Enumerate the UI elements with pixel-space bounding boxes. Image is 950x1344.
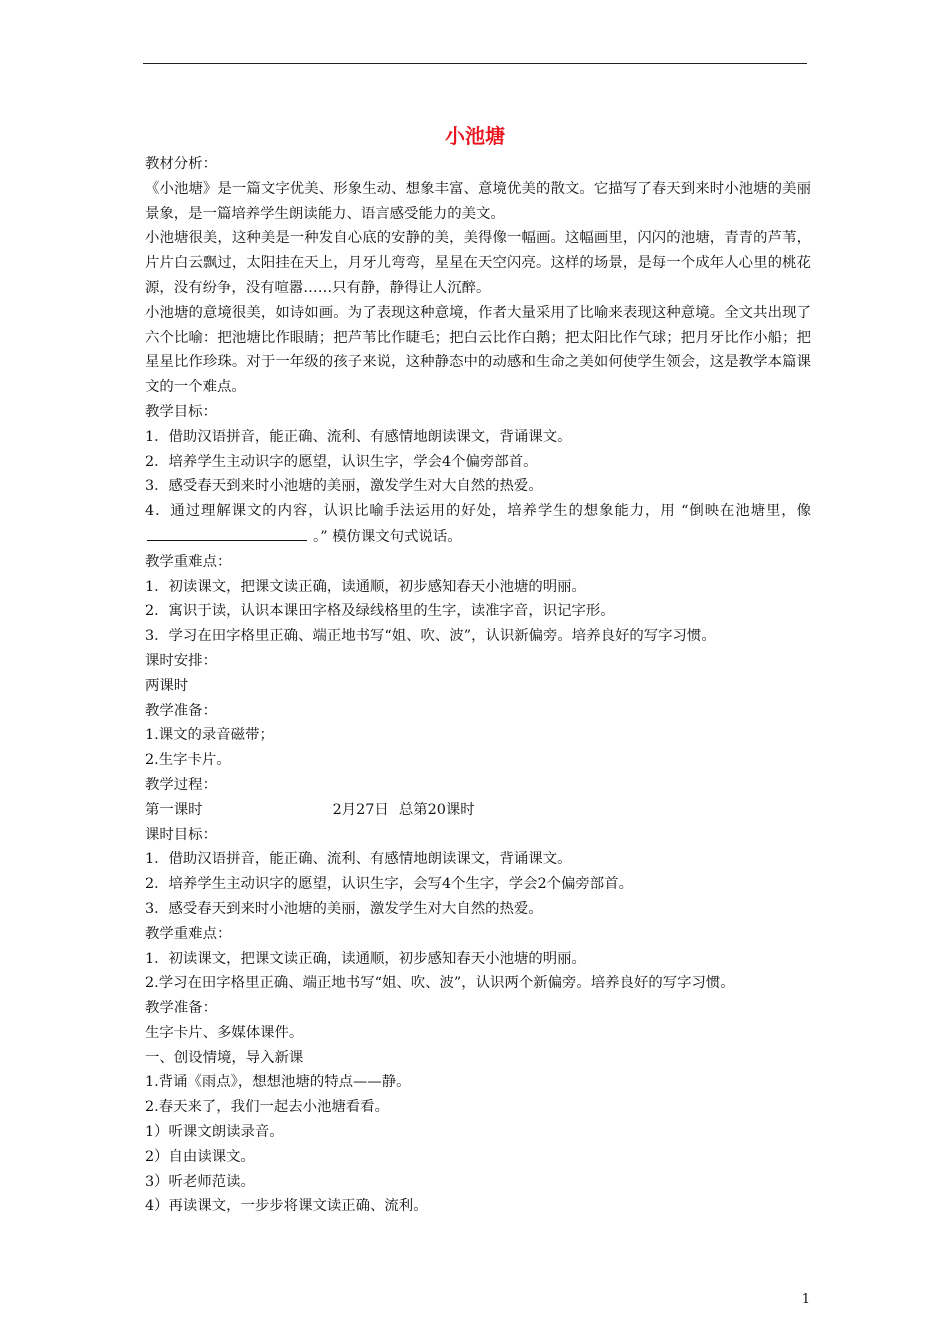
goal-item-4-tail: 。” 模仿课文句式说话。 (313, 528, 462, 545)
substep-item-4: 4）再读课文，一步步将课文读正确、流利。 (145, 1198, 428, 1215)
preparation-item-2: 2.生字卡片。 (145, 752, 231, 769)
substep-item-3: 3）听老师范读。 (145, 1173, 255, 1190)
section-heading-material-analysis: 教材分析： (145, 156, 217, 172)
section-heading-lesson-goals: 课时目标： (145, 826, 217, 843)
section-heading-preparation: 教学准备： (145, 702, 217, 719)
paragraph-intro: 《小池塘》是一篇文字优美、形象生动、想象丰富、意境优美的散文。它描写了春天到来时小池塘的美丽景象，是一篇培养学生朗读能力、语言感受能力的美文。 (145, 180, 811, 222)
goal-item-4 (145, 499, 811, 550)
lesson-key-point-2: 2.学习在田字格里正确、端正地书写“姐、吹、波”，认识两个新偏旁。培养良好的写字习惯。 (145, 975, 735, 992)
goal-item-1: 1．借助汉语拼音，能正确、流利、有感情地朗读课文，背诵课文。 (145, 428, 572, 445)
substep-item-2: 2）自由读课文。 (145, 1148, 255, 1165)
section-heading-teaching-goals: 教学目标： (145, 403, 217, 420)
fill-in-blank-line (147, 524, 307, 541)
section-heading-lesson-preparation: 教学准备： (145, 1000, 217, 1017)
paragraph-metaphors: 小池塘的意境很美，如诗如画。为了表现这种意境，作者大量采用了比喻来表现这种意境。全文共出现了六个比喻：把池塘比作眼睛；把芦苇比作睫毛；把白云比作白鹅；把太阳比作气球；把月牙比作小船；把星星比作珍珠。对于一年级的孩子来说，这种静态中的动感和生命之美如何使学生领会，这是教学本篇课文的一个难点。 (145, 304, 811, 396)
preparation-item-1: 1.课文的录音磁带； (145, 727, 274, 744)
lesson-date: 2月27日 (332, 801, 389, 818)
section-heading-schedule: 课时安排： (145, 652, 217, 669)
step-heading-1: 一、创设情境，导入新课 (145, 1049, 304, 1066)
key-point-2: 2．寓识于读，认识本课田字格及绿线格里的生字，读准字音，识记字形。 (145, 603, 615, 620)
goal-item-4-text: 4．通过理解课文的内容，认识比喻手法运用的好处，培养学生的想象能力，用 “倒映在池塘里，像 (145, 503, 811, 520)
key-point-1: 1．初读课文，把课文读正确，读通顺，初步感知春天小池塘的明丽。 (145, 578, 586, 595)
goal-item-3: 3．感受春天到来时小池塘的美丽，激发学生对大自然的热爱。 (145, 478, 543, 495)
page-number: 1 (801, 1292, 810, 1307)
lesson-goal-3: 3．感受春天到来时小池塘的美丽，激发学生对大自然的热爱。 (145, 900, 543, 917)
step-item-1: 1.背诵《雨点》，想想池塘的特点——静。 (145, 1074, 411, 1091)
lesson-goal-1: 1．借助汉语拼音，能正确、流利、有感情地朗读课文，背诵课文。 (145, 851, 572, 868)
goal-item-2: 2．培养学生主动识字的愿望，认识生字，学会4个偏旁部首。 (145, 453, 538, 470)
step-item-2: 2.春天来了，我们一起去小池塘看看。 (145, 1099, 389, 1116)
paragraph-beauty: 小池塘很美，这种美是一种发自心底的安静的美，美得像一幅画。这幅画里，闪闪的池塘，青青的芦苇，片片白云飘过，太阳挂在天上，月牙儿弯弯，星星在天空闪亮。这样的场景，是每一个成年人心里的桃花源，没有纷争，没有喧嚣……只有静，静得让人沉醉。 (145, 230, 811, 296)
substep-item-1: 1）听课文朗读录音。 (145, 1124, 284, 1141)
section-heading-key-points: 教学重难点： (145, 553, 232, 570)
schedule-value: 两课时 (145, 677, 189, 694)
lesson-total-count: 总第20课时 (398, 801, 475, 818)
lesson-preparation-value: 生字卡片、多媒体课件。 (145, 1024, 304, 1041)
lesson-goal-2: 2．培养学生主动识字的愿望，认识生字，会写4个生字，学会2个偏旁部首。 (145, 876, 633, 893)
section-heading-process: 教学过程： (145, 776, 217, 793)
header-rule (143, 63, 807, 64)
document-title: 小池塘 (445, 124, 505, 148)
document-body (145, 152, 811, 1219)
lesson-label: 第一课时 (145, 801, 203, 818)
lesson-header-line (145, 798, 811, 823)
section-heading-lesson-key-points: 教学重难点： (145, 925, 232, 942)
lesson-key-point-1: 1．初读课文，把课文读正确，读通顺，初步感知春天小池塘的明丽。 (145, 950, 586, 967)
key-point-3: 3．学习在田字格里正确、端正地书写“姐、吹、波”，认识新偏旁。培养良好的写字习惯。 (145, 628, 716, 645)
